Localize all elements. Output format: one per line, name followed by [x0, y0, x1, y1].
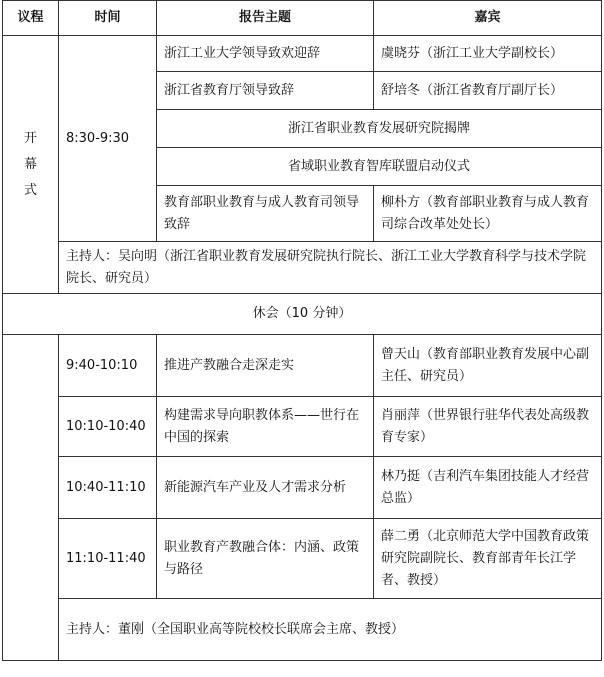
- opening-host: 主持人：吴向明（浙江省职业教育发展研究院执行院长、浙江工业大学教育科学与技术学院院长、研究员）: [59, 242, 602, 294]
- topic-cell: 职业教育产教融合体：内涵、政策与路径: [157, 519, 374, 599]
- header-topic: 报告主题: [157, 1, 374, 36]
- header-guest: 嘉宾: [374, 1, 602, 36]
- host-row: [3, 242, 602, 294]
- host-row: [3, 599, 602, 661]
- topic-cell: 教育部职业教育与成人教育司领导致辞: [157, 186, 374, 242]
- time-cell: 11:10-11:40: [59, 519, 157, 599]
- guest-cell: 薛二勇（北京师范大学中国教育政策研究院副院长、教育部青年长江学者、教授）: [374, 519, 602, 599]
- time-cell: 9:40-10:10: [59, 335, 157, 397]
- session-char: 式: [23, 182, 37, 198]
- table-row: [3, 397, 602, 457]
- topic-cell: 浙江省教育厅领导致辞: [157, 72, 374, 110]
- break-row: [3, 294, 602, 335]
- header-row: [3, 1, 602, 36]
- opening-time: 8:30-9:30: [59, 36, 157, 242]
- agenda-table: [2, 0, 602, 661]
- session2-host: 主持人：董刚（全国职业高等院校校长联席会主席、教授）: [59, 599, 602, 661]
- topic-cell: 推进产教融合走深走实: [157, 335, 374, 397]
- guest-cell: 林乃挺（吉利汽车集团技能人才经营总监）: [374, 457, 602, 519]
- session-char: 开: [23, 130, 37, 146]
- table-row: [3, 335, 602, 397]
- topic-cell: 构建需求导向职教体系——世行在中国的探索: [157, 397, 374, 457]
- break-label: 休会（10 分钟）: [3, 294, 602, 335]
- merged-cell: 浙江省职业教育发展研究院揭牌: [157, 110, 602, 148]
- header-agenda: 议程: [3, 1, 59, 36]
- table-row: [3, 457, 602, 519]
- guest-cell: 肖丽萍（世界银行驻华代表处高级教育专家）: [374, 397, 602, 457]
- time-cell: 10:40-11:10: [59, 457, 157, 519]
- topic-cell: 新能源汽车产业及人才需求分析: [157, 457, 374, 519]
- opening-session-cell: [3, 36, 59, 294]
- table-row: [3, 36, 602, 72]
- merged-cell: 省域职业教育智库联盟启动仪式: [157, 148, 602, 186]
- topic-cell: 浙江工业大学领导致欢迎辞: [157, 36, 374, 72]
- guest-cell: 虞晓芬（浙江工业大学副校长）: [374, 36, 602, 72]
- table-row: [3, 519, 602, 599]
- session2-cell: [3, 335, 59, 661]
- guest-cell: 舒培冬（浙江省教育厅副厅长）: [374, 72, 602, 110]
- time-cell: 10:10-10:40: [59, 397, 157, 457]
- header-time: 时间: [59, 1, 157, 36]
- guest-cell: 曾天山（教育部职业教育发展中心副主任、研究员）: [374, 335, 602, 397]
- guest-cell: 柳朴方（教育部职业教育与成人教育司综合改革处处长）: [374, 186, 602, 242]
- session-char: 幕: [23, 156, 37, 172]
